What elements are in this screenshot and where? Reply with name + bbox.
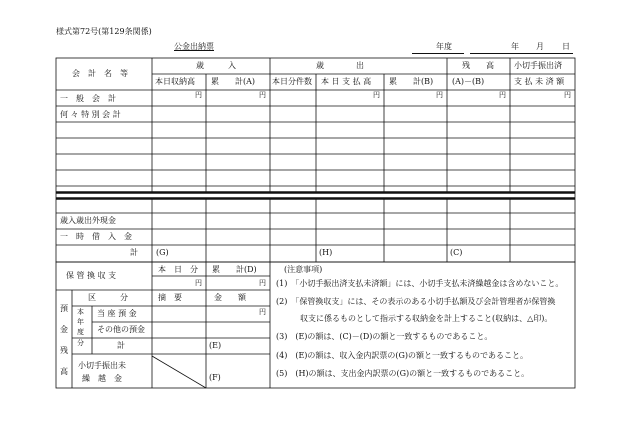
current-deposit-label: 当 座 預 金 [97, 309, 137, 318]
date-underline [470, 53, 573, 54]
unit-yen: 円 [259, 91, 266, 99]
unsettled-check-label: 小切手振出未 [78, 361, 126, 370]
today-portion-label: 本 日 分 [158, 265, 198, 274]
note-item: (3) (E)の額は、(C)－(D)の額と一致するものであること。 [276, 332, 493, 341]
deposit-side-char: 預 [60, 304, 68, 313]
deposit-subtotal-label: 計 [117, 341, 125, 350]
income-total-header: 累 計(A) [211, 77, 256, 86]
note-item: (2) 「保管換収支」には、その表示のある小切手払額及び会計管理者が保管換 [276, 297, 556, 306]
note-item: (5) (H)の額は、支出金内訳票の(G)の額と一致するものであること。 [276, 369, 530, 378]
fiscal-end-char: 年 [77, 318, 84, 326]
mark-c: (C) [450, 248, 463, 257]
custody-label: 保 管 換 収 支 [66, 271, 117, 280]
notes-heading: (注意事項) [284, 265, 323, 274]
fiscal-end-char: 度 [77, 328, 84, 336]
fiscal-end-char: 本 [77, 308, 84, 316]
note-item: (1) 「小切手振出済支払未済額」には、小切手支払未済繰越金は含めないこと。 [276, 279, 564, 288]
mark-e: (E) [209, 341, 222, 350]
form-title: 公金出納票 [174, 42, 214, 51]
unit-yen: 円 [259, 279, 266, 287]
mark-f: (F) [209, 373, 221, 382]
date-day-label: 日 [562, 42, 570, 51]
group-income-header: 歳 入 [196, 61, 236, 70]
mark-g: (G) [156, 248, 169, 257]
note-item: (4) (E)の額は、収入金内訳票の(G)の額と一致するものであること。 [276, 351, 529, 360]
unit-yen: 円 [259, 308, 266, 316]
group-expenditure-header: 歳 出 [316, 61, 364, 70]
carryover-label: 繰 越 金 [82, 374, 122, 383]
other-deposit-label: その他の預金 [97, 325, 145, 334]
row-outside-cash: 歳入歳出外現金 [60, 216, 116, 225]
form-number: 様式第72号(第129条関係) [56, 27, 152, 36]
mark-h: (H) [319, 248, 333, 257]
fiscal-year-label: 年度 [436, 42, 452, 51]
unit-yen: 円 [373, 91, 380, 99]
row-total: 計 [130, 248, 138, 257]
date-month-label: 月 [536, 42, 544, 51]
income-today-header: 本日収納高 [155, 77, 195, 86]
col-category-header: 区 分 [88, 293, 128, 302]
exp-total-header: 累 計(B) [389, 77, 434, 86]
exp-count-header: 本日分件数 [272, 77, 312, 86]
unit-yen: 円 [564, 91, 571, 99]
row-general-account: 一 般 会 計 [60, 94, 116, 103]
fiscal-end-char: 分 [77, 339, 84, 347]
exp-today-header: 本 日 支 払 高 [321, 77, 372, 86]
deposit-side-char: 高 [60, 367, 68, 376]
col-account-header: 会 計 名 等 [72, 69, 128, 78]
unit-yen: 円 [436, 91, 443, 99]
row-special-account: 何 々 特 別 会 計 [60, 110, 121, 119]
note-item: 収支に係るものとして指示する収納金を計上すること(収納は、△印)。 [276, 314, 553, 323]
col-amount-header: 金 額 [214, 293, 246, 302]
row-temporary-borrowing: 一 時 借 入 金 [60, 232, 132, 241]
balance-formula-header: (A)－(B) [452, 77, 485, 86]
unit-yen: 円 [195, 279, 202, 287]
deposit-side-char: 残 [60, 346, 68, 355]
cumulative-d-label: 累 計(D) [212, 265, 257, 274]
unit-yen: 円 [499, 91, 506, 99]
deposit-side-char: 金 [60, 325, 68, 334]
group-balance-header: 残 高 [462, 61, 494, 70]
check-unpaid-header: 支 払 未 済 額 [514, 77, 565, 86]
group-check-header: 小切手振出済 [514, 61, 562, 70]
col-summary-header: 摘 要 [158, 293, 182, 302]
date-year-label: 年 [511, 42, 519, 51]
unit-yen: 円 [195, 91, 202, 99]
year-underline [412, 53, 464, 54]
